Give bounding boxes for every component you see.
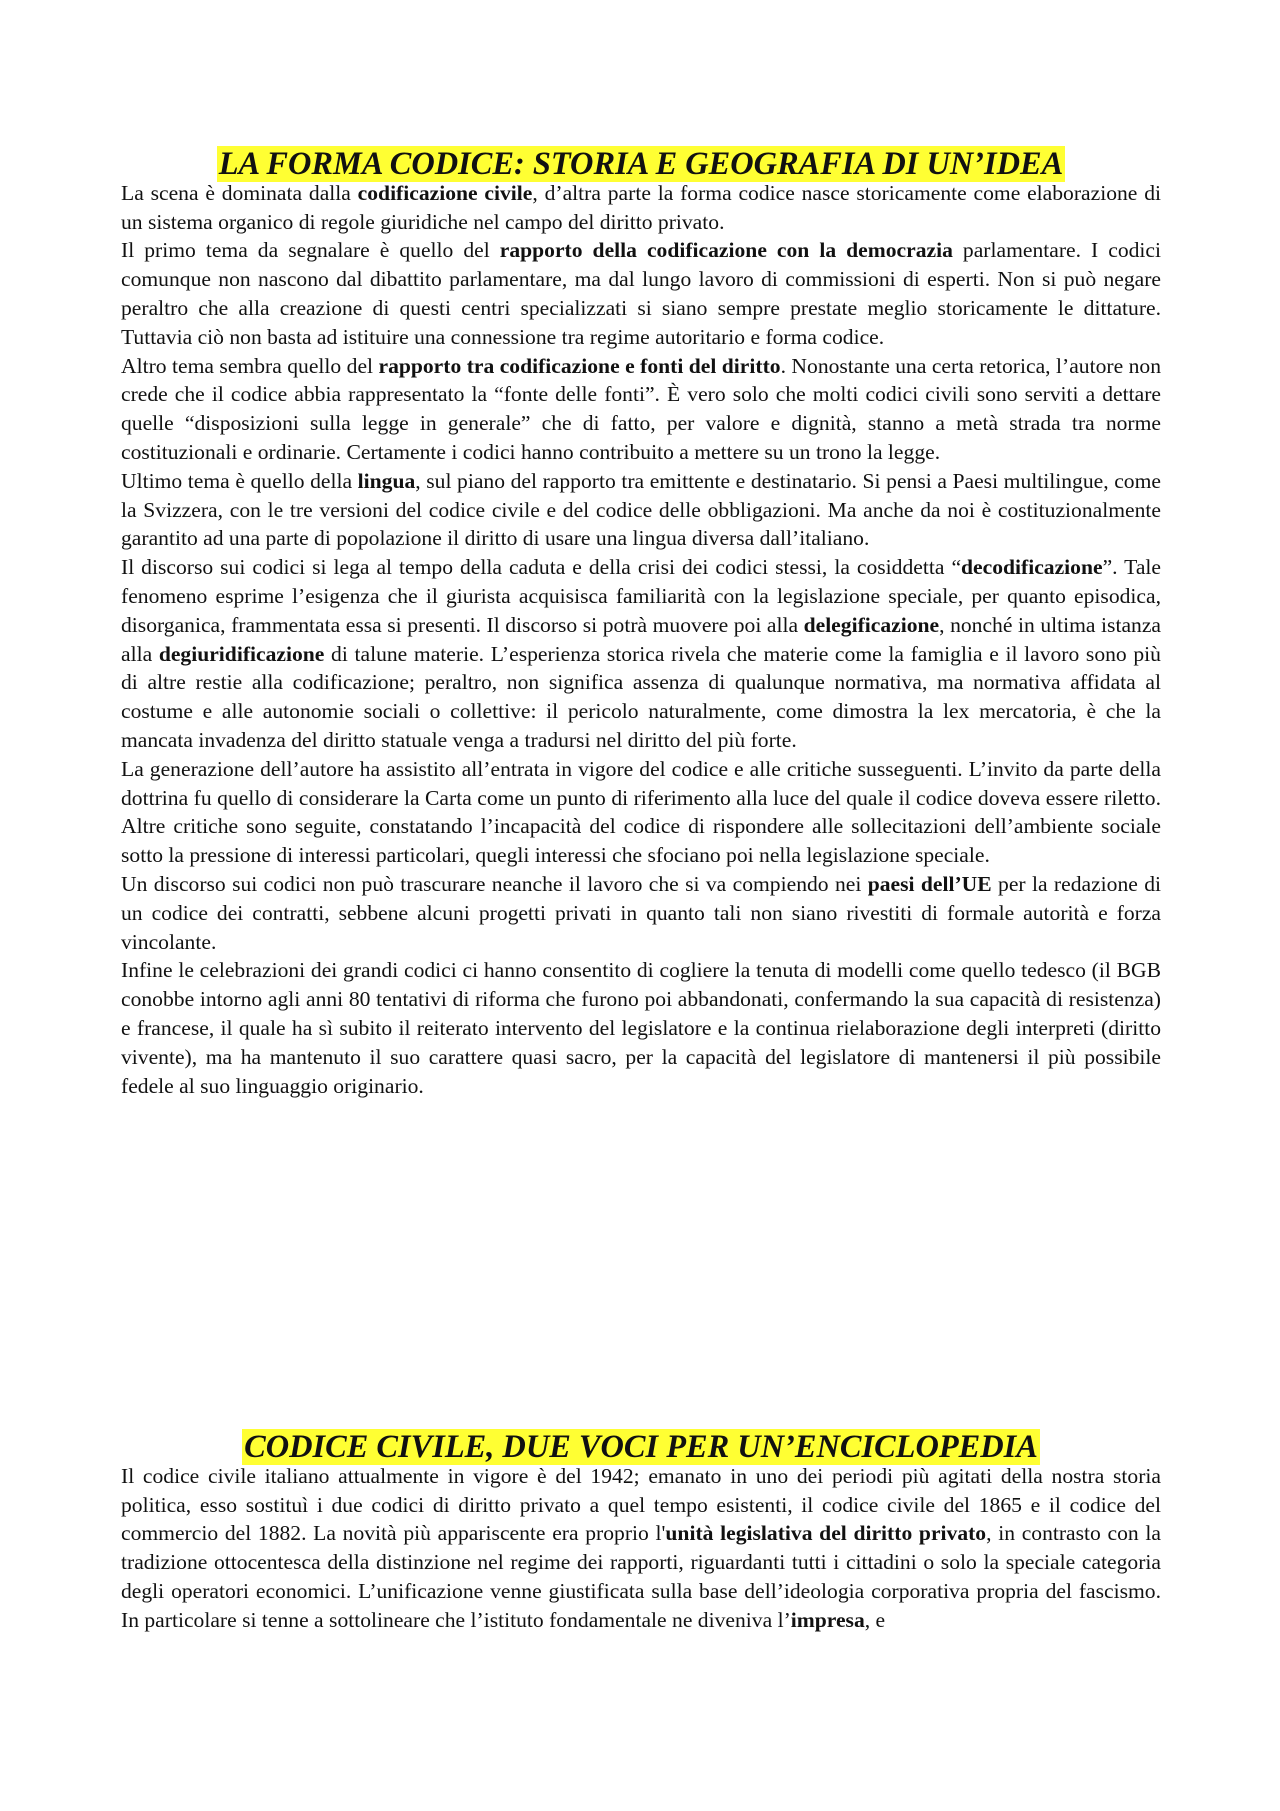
section-body	[121, 1462, 1161, 1635]
text-run: Altro tema sembra quello del	[121, 353, 379, 378]
bold-term: rapporto tra codificazione e fonti del diritto	[378, 353, 781, 378]
section-codice-civile	[121, 1429, 1161, 1635]
text-run: , sul piano del rapporto tra emittente e destinatario. Si pensi a Paesi multilingue, come la Svizzera, con le tre versioni del codice civile e del codice delle obbligazioni. Ma anche da noi è costituzionalmente garantito ad una parte di popolazione il diritto di usare una lingua diversa dall’italiano.	[121, 468, 1161, 551]
text-run: Il codice civile italiano attualmente in vigore è del 1942; emanato in uno dei periodi più agitati della nostra storia politica, esso sostituì i due codici di diritto privato a quel tempo esistenti, il codice civile del 1865 e il codice del commercio del 1882. La novità più appariscente era proprio l'	[121, 1463, 1161, 1546]
paragraph	[121, 179, 1161, 237]
bold-term: rapporto della codificazione con la democrazia	[499, 238, 953, 263]
paragraph	[121, 352, 1161, 467]
paragraph	[121, 236, 1161, 351]
bold-term: decodificazione	[961, 555, 1103, 580]
text-run: di talune materie. L’esperienza storica rivela che materie come la famiglia e il lavoro sono più di altre restie alla codificazione; peraltro, non significa assenza di qualunque normativa, ma normativa affidata al costume e alle autonomie sociali o collettive: il pericolo naturalmente, come dimostra la lex mercatoria, è che la mancata invadenza del diritto statuale venga a tradursi nel diritto del più forte.	[121, 641, 1161, 752]
paragraph	[121, 1462, 1161, 1635]
text-run: , d’altra parte la forma codice nasce storicamente come elaborazione di un sistema organico di regole giuridiche nel campo del diritto privato.	[121, 180, 1161, 234]
text-run: Un discorso sui codici non può trascurare neanche il lavoro che si va compiendo nei	[121, 871, 868, 896]
text-run: parlamentare. I codici comunque non nascono dal dibattito parlamentare, ma dal lungo lavoro di commissioni di esperti. Non si può negare peraltro che alla creazione di questi centri specializzati si siano sempre prestate meglio storicamente le dittature. Tuttavia ciò non basta ad istituire una connessione tra regime autoritario e forma codice.	[121, 238, 1161, 349]
section-body	[121, 179, 1161, 1101]
paragraph	[121, 870, 1161, 956]
text-run: Ultimo tema è quello della	[121, 468, 358, 493]
bold-term: paesi dell’UE	[867, 871, 992, 896]
paragraph	[121, 956, 1161, 1100]
bold-term: impresa	[790, 1607, 865, 1632]
bold-term: lingua	[357, 468, 416, 493]
section-title	[121, 146, 1161, 182]
text-run: per la redazione di un codice dei contratti, sebbene alcuni progetti privati in quanto tali non siano rivestiti di formale autorità e forza vincolante.	[121, 871, 1161, 954]
bold-term: unità legislativa del diritto privato	[665, 1521, 987, 1546]
text-run: La scena è dominata dalla	[121, 180, 358, 205]
paragraph	[121, 553, 1161, 755]
bold-term: degiuridificazione	[158, 641, 325, 666]
section-title	[121, 1429, 1161, 1465]
section-forma-codice	[121, 146, 1161, 1100]
text-run: Il discorso sui codici si lega al tempo della caduta e della crisi dei codici stessi, la cosiddetta “	[121, 555, 962, 580]
paragraph	[121, 467, 1161, 553]
highlighted-title: CODICE CIVILE, DUE VOCI PER UN’ENCICLOPEDIA	[244, 1429, 1038, 1465]
text-run: La generazione dell’autore ha assistito all’entrata in vigore del codice e alle critiche susseguenti. L’invito da parte della dottrina fu quello di considerare la Carta come un punto di riferimento alla luce del quale il codice doveva essere riletto. Altre critiche sono seguite, constatando l’incapacità del codice di rispondere alle sollecitazioni dell’ambiente sociale sotto la pressione di interessi particolari, quegli interessi che sfociano poi nella legislazione speciale.	[121, 756, 1161, 868]
text-run: . Nonostante una certa retorica, l’autore non crede che il codice abbia rappresentato la “fonte delle fonti”. È vero solo che molti codici civili sono serviti a dettare quelle “disposizioni sulla legge in generale” che di fatto, per valore e dignità, stanno a metà strada tra norme costituzionali e ordinarie. Certamente i codici hanno contribuito a mettere su un trono la legge.	[121, 353, 1161, 464]
text-run: Il primo tema da segnalare è quello del	[121, 238, 500, 263]
paragraph	[121, 755, 1161, 870]
highlighted-title: LA FORMA CODICE: STORIA E GEOGRAFIA DI UN’IDEA	[218, 146, 1064, 182]
text-run: ”. Tale fenomeno esprime l’esigenza che il giurista acquisisca familiarità con la legislazione speciale, per quanto episodica, disorganica, frammentata essa si presenti. Il discorso si potrà muovere poi alla	[121, 555, 1161, 637]
text-run: , e	[864, 1607, 886, 1632]
text-run: , nonché in ultima istanza alla	[121, 612, 1161, 666]
text-run: , in contrasto con la tradizione ottocentesca della distinzione nel regime dei rapporti, riguardanti tutti i cittadini o solo la speciale categoria degli operatori economici. L’unificazione venne giustificata sulla base dell’ideologia corporativa propria del fascismo. In particolare si tenne a sottolineare che l’istituto fondamentale ne diveniva l’	[121, 1521, 1161, 1632]
bold-term: delegificazione	[803, 612, 940, 637]
bold-term: codificazione civile	[357, 180, 533, 205]
text-run: Infine le celebrazioni dei grandi codici ci hanno consentito di cogliere la tenuta di modelli come quello tedesco (il BGB conobbe intorno agli anni 80 tentativi di riforma che furono poi abbandonati, confermando la sua capacità di resistenza) e francese, il quale ha sì subito il reiterato intervento del legislatore e la continua rielaborazione degli interpreti (diritto vivente), ma ha mantenuto il suo carattere quasi sacro, per la capacità del legislatore di mantenersi il più possibile fedele al suo linguaggio originario.	[121, 958, 1161, 1098]
